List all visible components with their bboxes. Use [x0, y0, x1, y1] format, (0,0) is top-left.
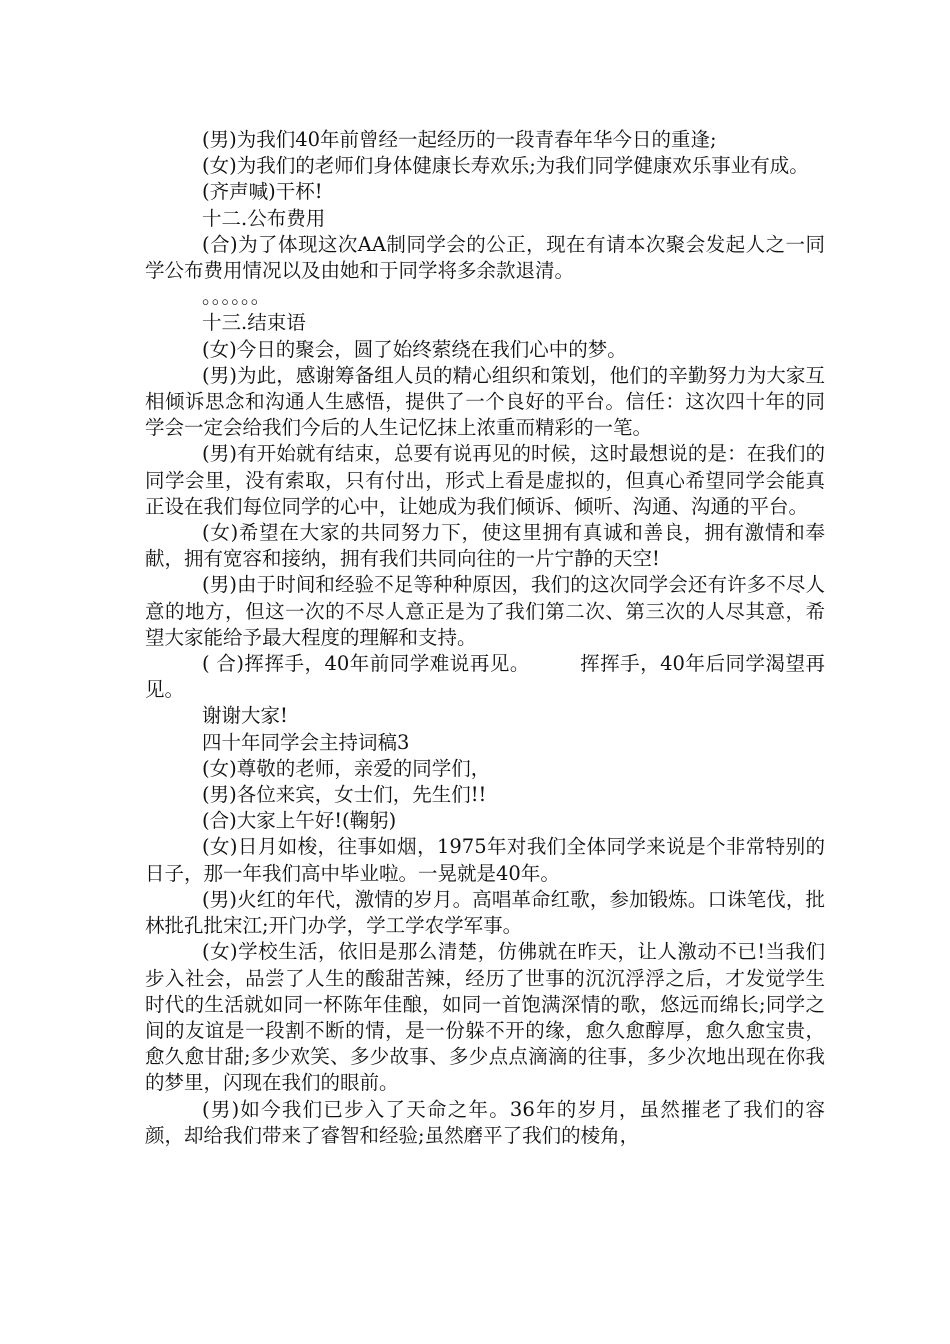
document-body — [145, 127, 825, 1149]
paragraph: (男)有开始就有结束，总要有说再见的时候，这时最想说的是：在我们的同学会里，没有索取，只有付出，形式上看是虚拟的，但真心希望同学会能真正设在我们每位同学的心中，让她成为我们倾诉、倾听、沟通、沟通的平台。 — [145, 442, 825, 518]
paragraph: (齐声喊)干杯! — [202, 180, 323, 204]
paragraph: (女)为我们的老师们身体健康长寿欢乐;为我们同学健康欢乐事业有成。 — [202, 154, 809, 178]
paragraph: (女)学校生活，依旧是那么清楚，仿佛就在昨天，让人激动不已!当我们步入社会，品尝了人生的酸甜苦辣，经历了世事的沉沉浮浮之后，才发觉学生时代的生活就如同一杯陈年佳酿，如同一首饱满深情的歌，悠远而绵长;同学之间的友谊是一段割不断的情，是一份躲不开的缘，愈久愈醇厚，愈久愈宝贵，愈久愈甘甜;多少欢笑、多少故事、多少点点滴滴的往事，多少次地出现在你我的梦里，闪现在我们的眼前。 — [145, 940, 825, 1095]
paragraph: (男)火红的年代，激情的岁月。高唱革命红歌，参加锻炼。口诛笔伐，批林批孔批宋江;开门办学，学工学农学军事。 — [145, 887, 825, 938]
paragraph: (男)为此，感谢筹备组人员的精心组织和策划，他们的辛勤努力为大家互相倾诉思念和沟通人生感悟，提供了一个良好的平台。信任：这次四十年的同学会一定会给我们今后的人生记忆抹上浓重而精彩的一笔。 — [145, 363, 825, 440]
document-subtitle: 四十年同学会主持词稿3 — [202, 730, 410, 754]
paragraph: (男)如今我们已步入了天命之年。36年的岁月，虽然摧老了我们的容颜，却给我们带来了睿智和经验;虽然磨平了我们的棱角， — [145, 1097, 825, 1147]
paragraph: (合)大家上午好!(鞠躬) — [202, 809, 397, 833]
paragraph: (女)尊敬的老师，亲爱的同学们， — [202, 756, 491, 780]
paragraph: (男)为我们40年前曾经一起经历的一段青春年华今日的重逢; — [202, 128, 717, 151]
paragraph: (男)由于时间和经验不足等种种原因，我们的这次同学会还有许多不尽人意的地方，但这一次的不尽人意正是为了我们第二次、第三次的人尽其意，希望大家能给予最大程度的理解和支持。 — [145, 573, 825, 649]
paragraph: (女)希望在大家的共同努力下，使这里拥有真诚和善良，拥有激情和奉献，拥有宽容和接纳，拥有我们共同向往的一片宁静的天空! — [145, 521, 825, 571]
ellipsis-line: 。。。。。。 — [202, 285, 271, 309]
paragraph: (男)各位来宾，女士们，先生们!! — [202, 783, 487, 807]
paragraph: (合)为了体现这次AA制同学会的公正，现在有请本次聚会发起人之一同学公布费用情况以及由她和于同学将多余款退清。 — [145, 232, 825, 283]
paragraph: 谢谢大家! — [202, 704, 288, 728]
paragraph: (女)日月如梭，往事如烟，1975年对我们全体同学来说是个非常特别的日子，那一年我们高中毕业啦。一晃就是40年。 — [145, 835, 825, 885]
paragraph: (女)今日的聚会，圆了始终萦绕在我们心中的梦。 — [202, 337, 627, 361]
paragraph: ( 合)挥挥手，40年前同学难说再见。 挥挥手，40年后同学渴望再见。 — [145, 652, 825, 702]
section-heading: 十二.公布费用 — [202, 206, 326, 230]
section-heading: 十三.结束语 — [202, 311, 306, 335]
